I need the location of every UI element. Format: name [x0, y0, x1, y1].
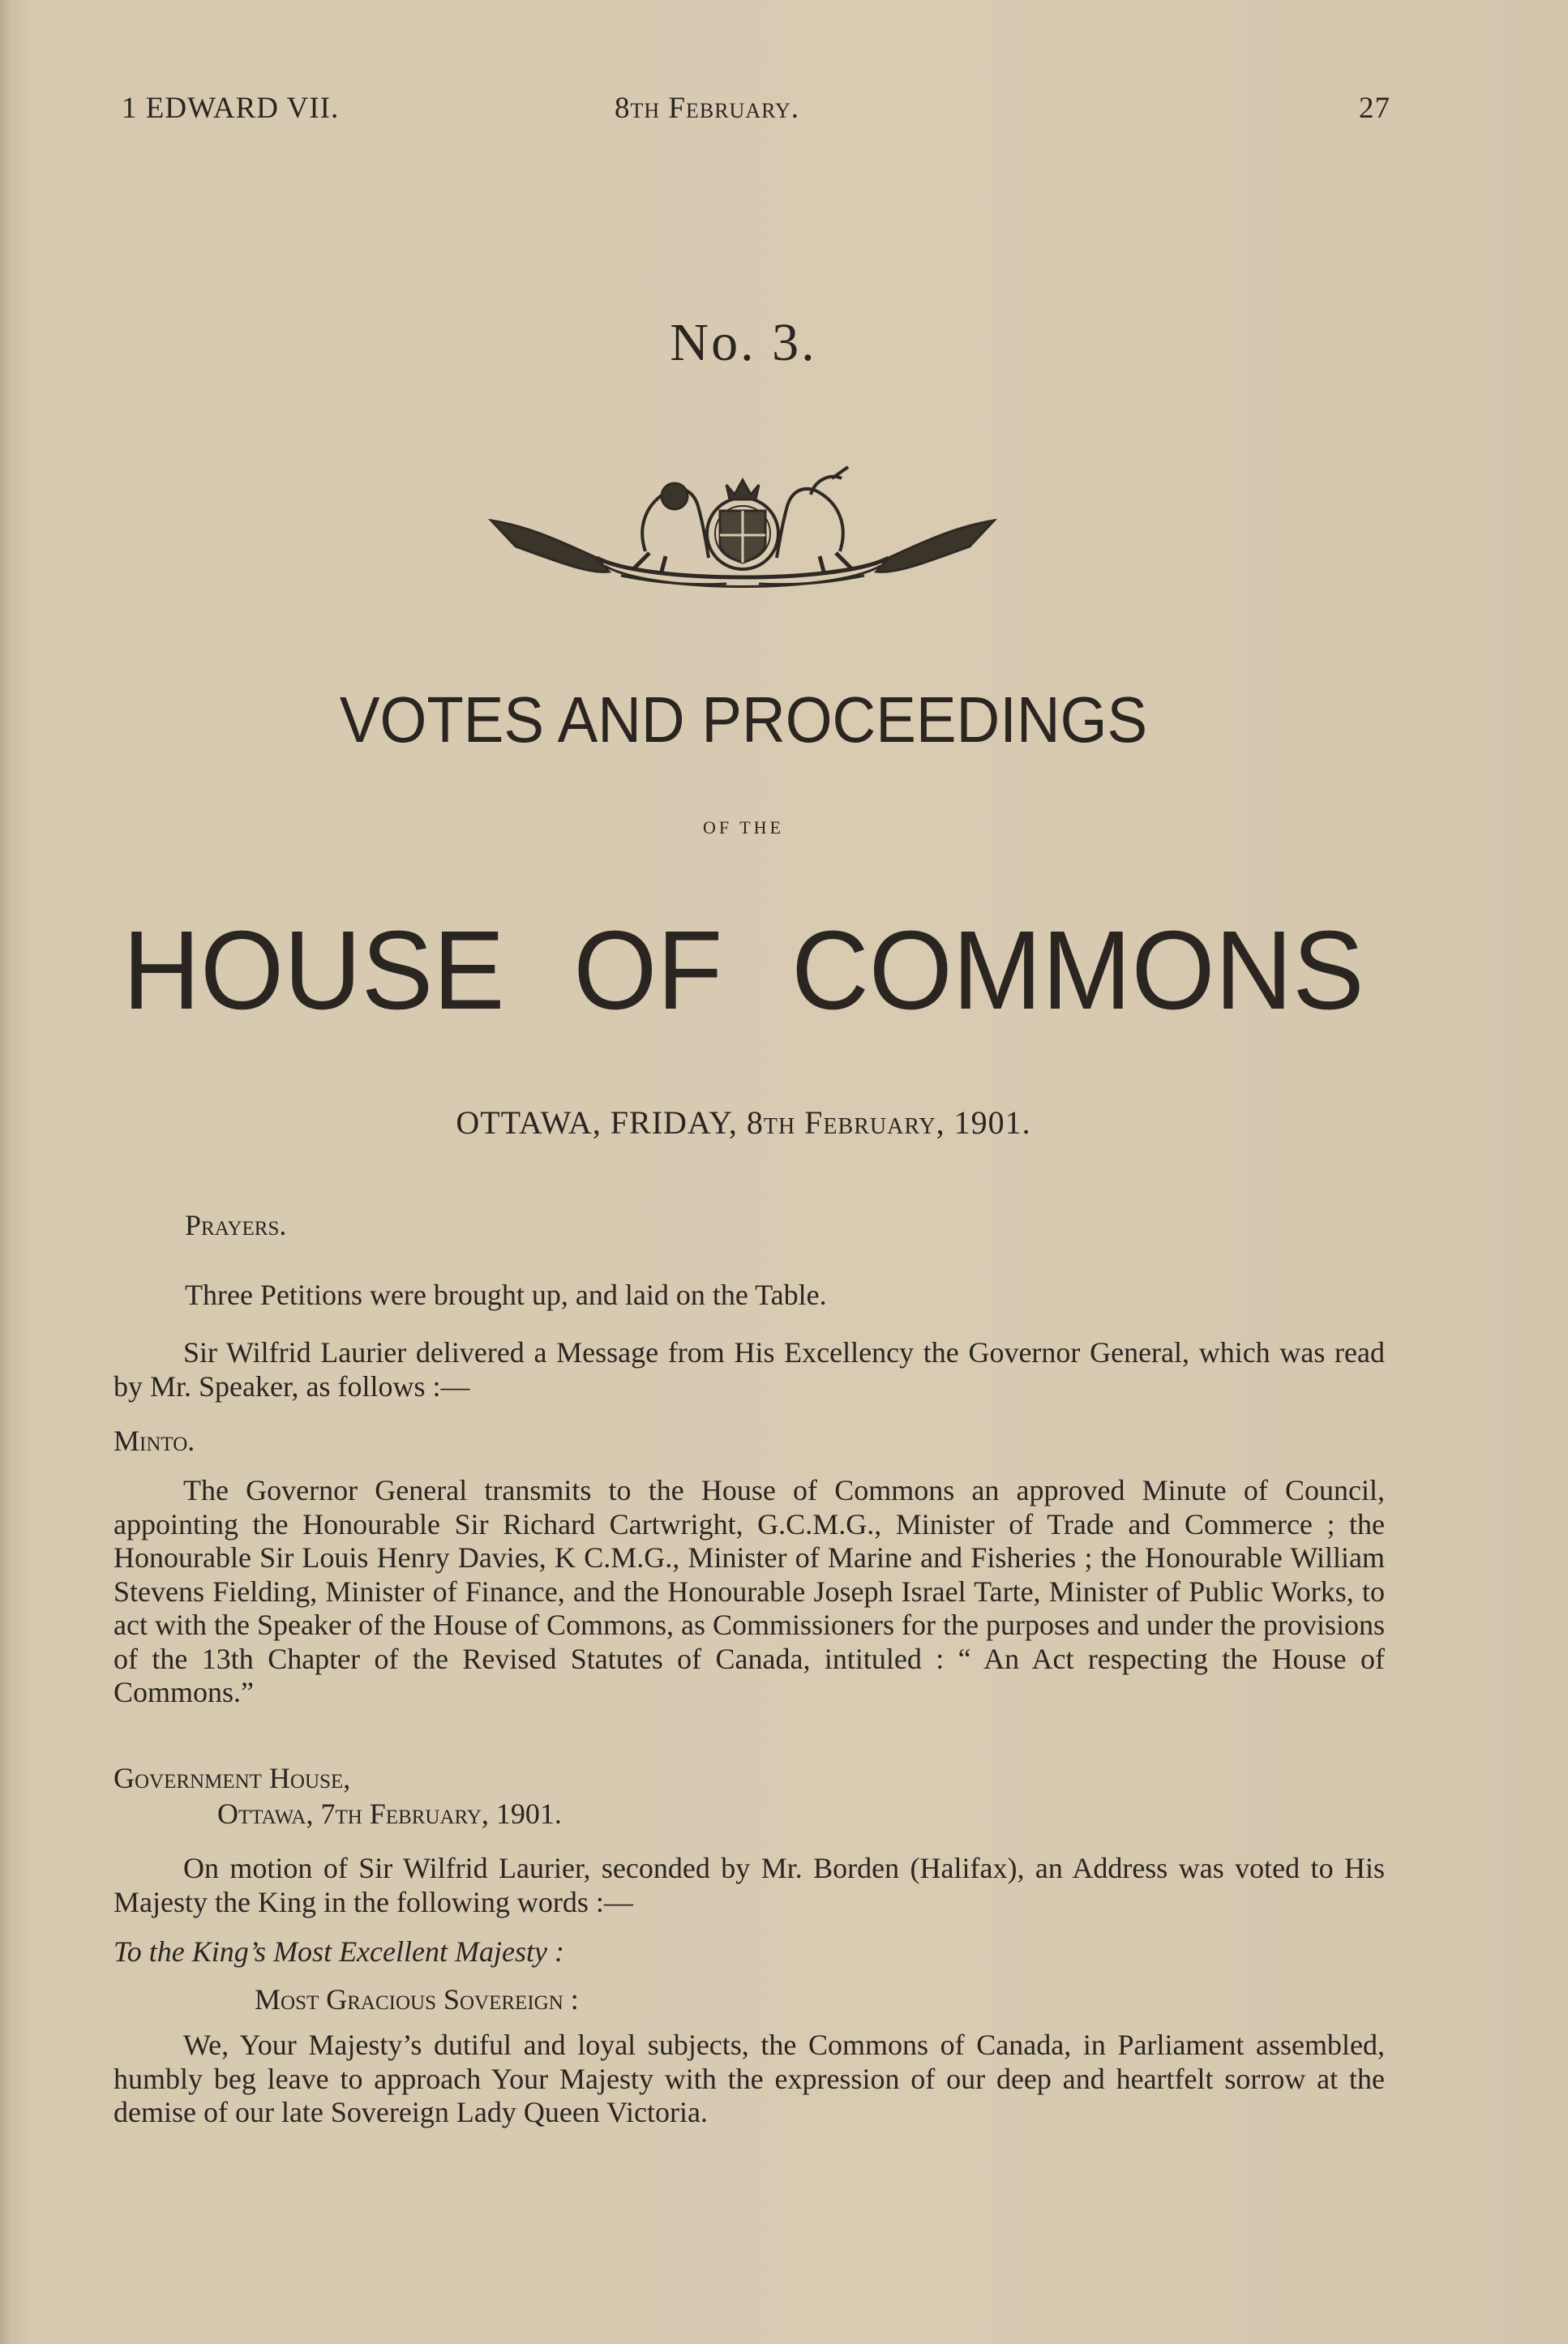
- section-heading-prayers: Prayers.: [185, 1209, 287, 1241]
- document-title: VOTES AND PROCEEDINGS: [339, 683, 1148, 756]
- page-number: 27: [1359, 92, 1390, 125]
- address-salutation: Most Gracious Sovereign :: [255, 1983, 579, 2016]
- dateline: OTTAWA, FRIDAY, 8th February, 1901.: [456, 1104, 1031, 1141]
- document-subtitle: HOUSE OF COMMONS: [122, 908, 1365, 1033]
- signature-minto: Minto.: [114, 1425, 195, 1457]
- message-text-paragraph: The Governor General transmits to the House of Commons an approved Minute of Council, appointing the Honourable Sir Richard Cartwright, G.C.M.G., Minister of Trade and Commerce ; the Honourable Sir Louis Henry Davies, K C.M.G., Minister of Marine and Fisheries ; the Honourable William Stevens Fielding, Minister of Finance, and the Honourable Joseph Israel Tarte, Minister of Public Works, to act with the Speaker of the House of Commons, as Commissioners for the purposes and under the provisions of the 13th Chapter of the Revised Statutes of Canada, intituled : “ An Act respecting the House of Commons.”: [114, 1474, 1385, 1708]
- issue-number: No. 3.: [670, 313, 817, 372]
- place-line: Government House,: [114, 1762, 351, 1794]
- address-heading: To the King’s Most Excellent Majesty :: [114, 1935, 564, 1968]
- motion-paragraph: On motion of Sir Wilfrid Laurier, seconded by Mr. Borden (Halifax), an Address was voted to His Majesty the King in the following words :—: [114, 1852, 1385, 1918]
- place-date-line: Ottawa, 7th February, 1901.: [217, 1798, 562, 1830]
- address-text-paragraph: We, Your Majesty’s dutiful and loyal subjects, the Commons of Canada, in Parliament assembled, humbly beg leave to approach Your Majesty with the expression of our deep and heartfelt sorrow at the demise of our late Sovereign Lady Queen Victoria.: [114, 2029, 1385, 2128]
- message-intro-paragraph: Sir Wilfrid Laurier delivered a Message from His Excellency the Governor General, which was read by Mr. Speaker, as follows :—: [114, 1336, 1385, 1403]
- royal-coat-of-arms-icon: [483, 462, 1002, 600]
- title-connector: OF THE: [703, 817, 784, 838]
- running-header-regnal-year: 1 EDWARD VII.: [122, 92, 340, 125]
- petitions-paragraph: Three Petitions were brought up, and laid on the Table.: [185, 1279, 827, 1311]
- running-header-date: 8th February.: [615, 92, 800, 125]
